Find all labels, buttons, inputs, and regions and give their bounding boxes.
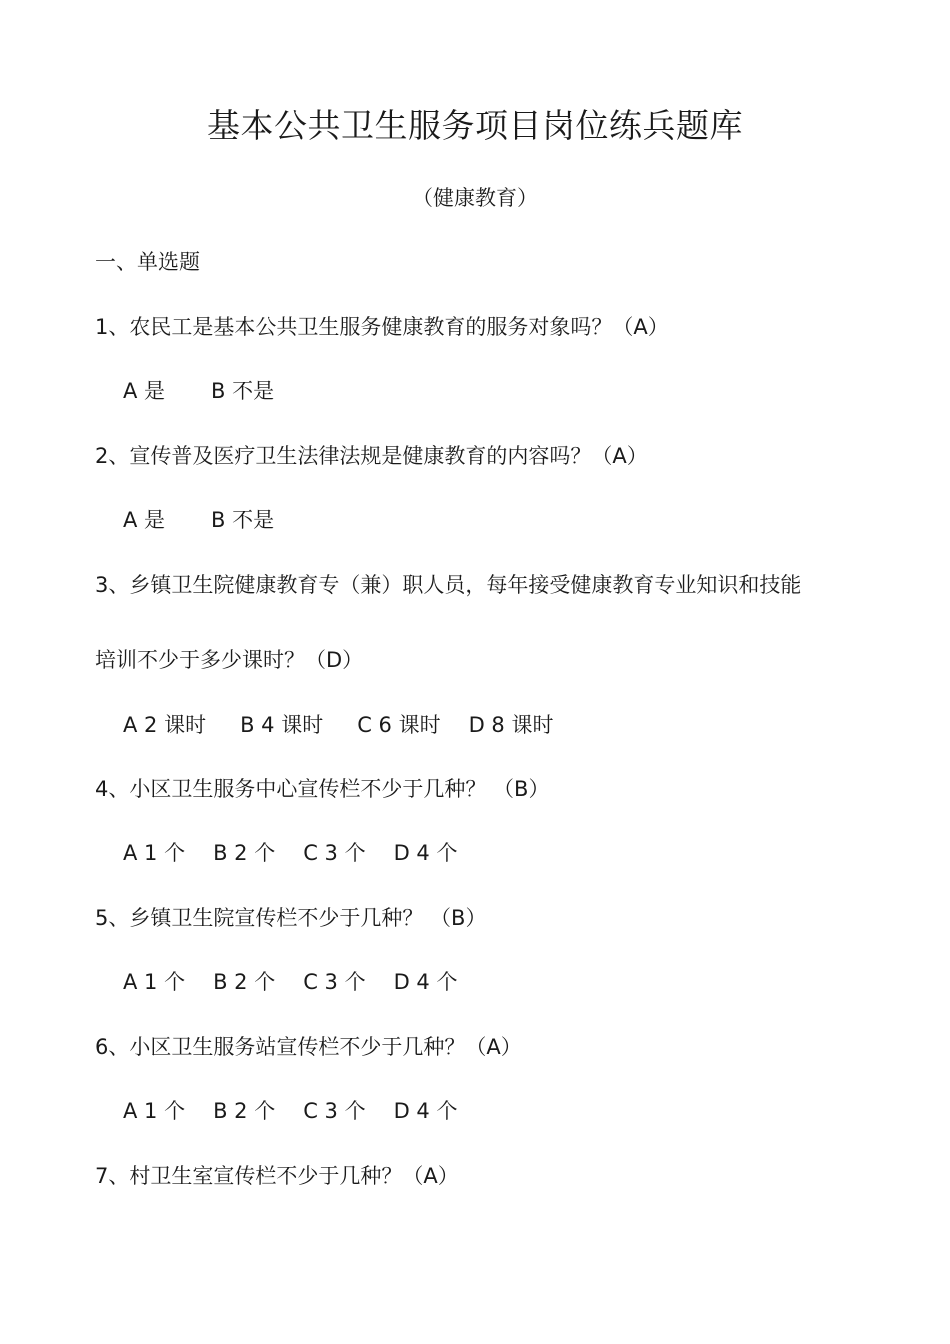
question-3-options bbox=[123, 711, 553, 739]
option-c: C 6 课时 bbox=[357, 713, 441, 737]
option-b: B 4 课时 bbox=[240, 713, 324, 737]
option-d: D 4 个 bbox=[393, 970, 458, 994]
question-6-options bbox=[123, 1097, 457, 1125]
option-c: C 3 个 bbox=[303, 1099, 366, 1123]
question-4: 4、小区卫生服务中心宣传栏不少于几种？ （B） bbox=[95, 777, 550, 801]
option-a: A 1 个 bbox=[123, 1099, 186, 1123]
page-subtitle: （健康教育） bbox=[412, 186, 538, 210]
option-a: A 1 个 bbox=[123, 970, 186, 994]
option-d: D 4 个 bbox=[393, 841, 458, 865]
section-heading: 一、单选题 bbox=[95, 250, 200, 274]
question-4-options bbox=[123, 839, 457, 867]
option-b: B 不是 bbox=[211, 508, 275, 532]
option-c: C 3 个 bbox=[303, 970, 366, 994]
option-a: A 是 bbox=[123, 508, 166, 532]
question-2-options bbox=[123, 506, 274, 534]
question-1-options bbox=[123, 377, 274, 405]
question-7: 7、村卫生室宣传栏不少于几种？（A） bbox=[95, 1164, 459, 1188]
question-2: 2、宣传普及医疗卫生法律法规是健康教育的内容吗？（A） bbox=[95, 444, 648, 468]
page-title: 基本公共卫生服务项目岗位练兵题库 bbox=[207, 106, 743, 145]
option-a: A 是 bbox=[123, 379, 166, 403]
question-3-line-2: 培训不少于多少课时？（D） bbox=[95, 648, 364, 672]
option-d: D 8 课时 bbox=[468, 713, 554, 737]
option-b: B 2 个 bbox=[213, 841, 276, 865]
option-a: A 1 个 bbox=[123, 841, 186, 865]
question-3-line-1: 3、乡镇卫生院健康教育专（兼）职人员，每年接受健康教育专业知识和技能 bbox=[95, 573, 802, 597]
option-b: B 2 个 bbox=[213, 970, 276, 994]
option-b: B 不是 bbox=[211, 379, 275, 403]
option-d: D 4 个 bbox=[393, 1099, 458, 1123]
question-5-options bbox=[123, 968, 457, 996]
question-1: 1、农民工是基本公共卫生服务健康教育的服务对象吗？（A） bbox=[95, 315, 669, 339]
option-a: A 2 课时 bbox=[123, 713, 207, 737]
question-5: 5、乡镇卫生院宣传栏不少于几种？ （B） bbox=[95, 906, 487, 930]
question-6: 6、小区卫生服务站宣传栏不少于几种？（A） bbox=[95, 1035, 522, 1059]
option-c: C 3 个 bbox=[303, 841, 366, 865]
option-b: B 2 个 bbox=[213, 1099, 276, 1123]
